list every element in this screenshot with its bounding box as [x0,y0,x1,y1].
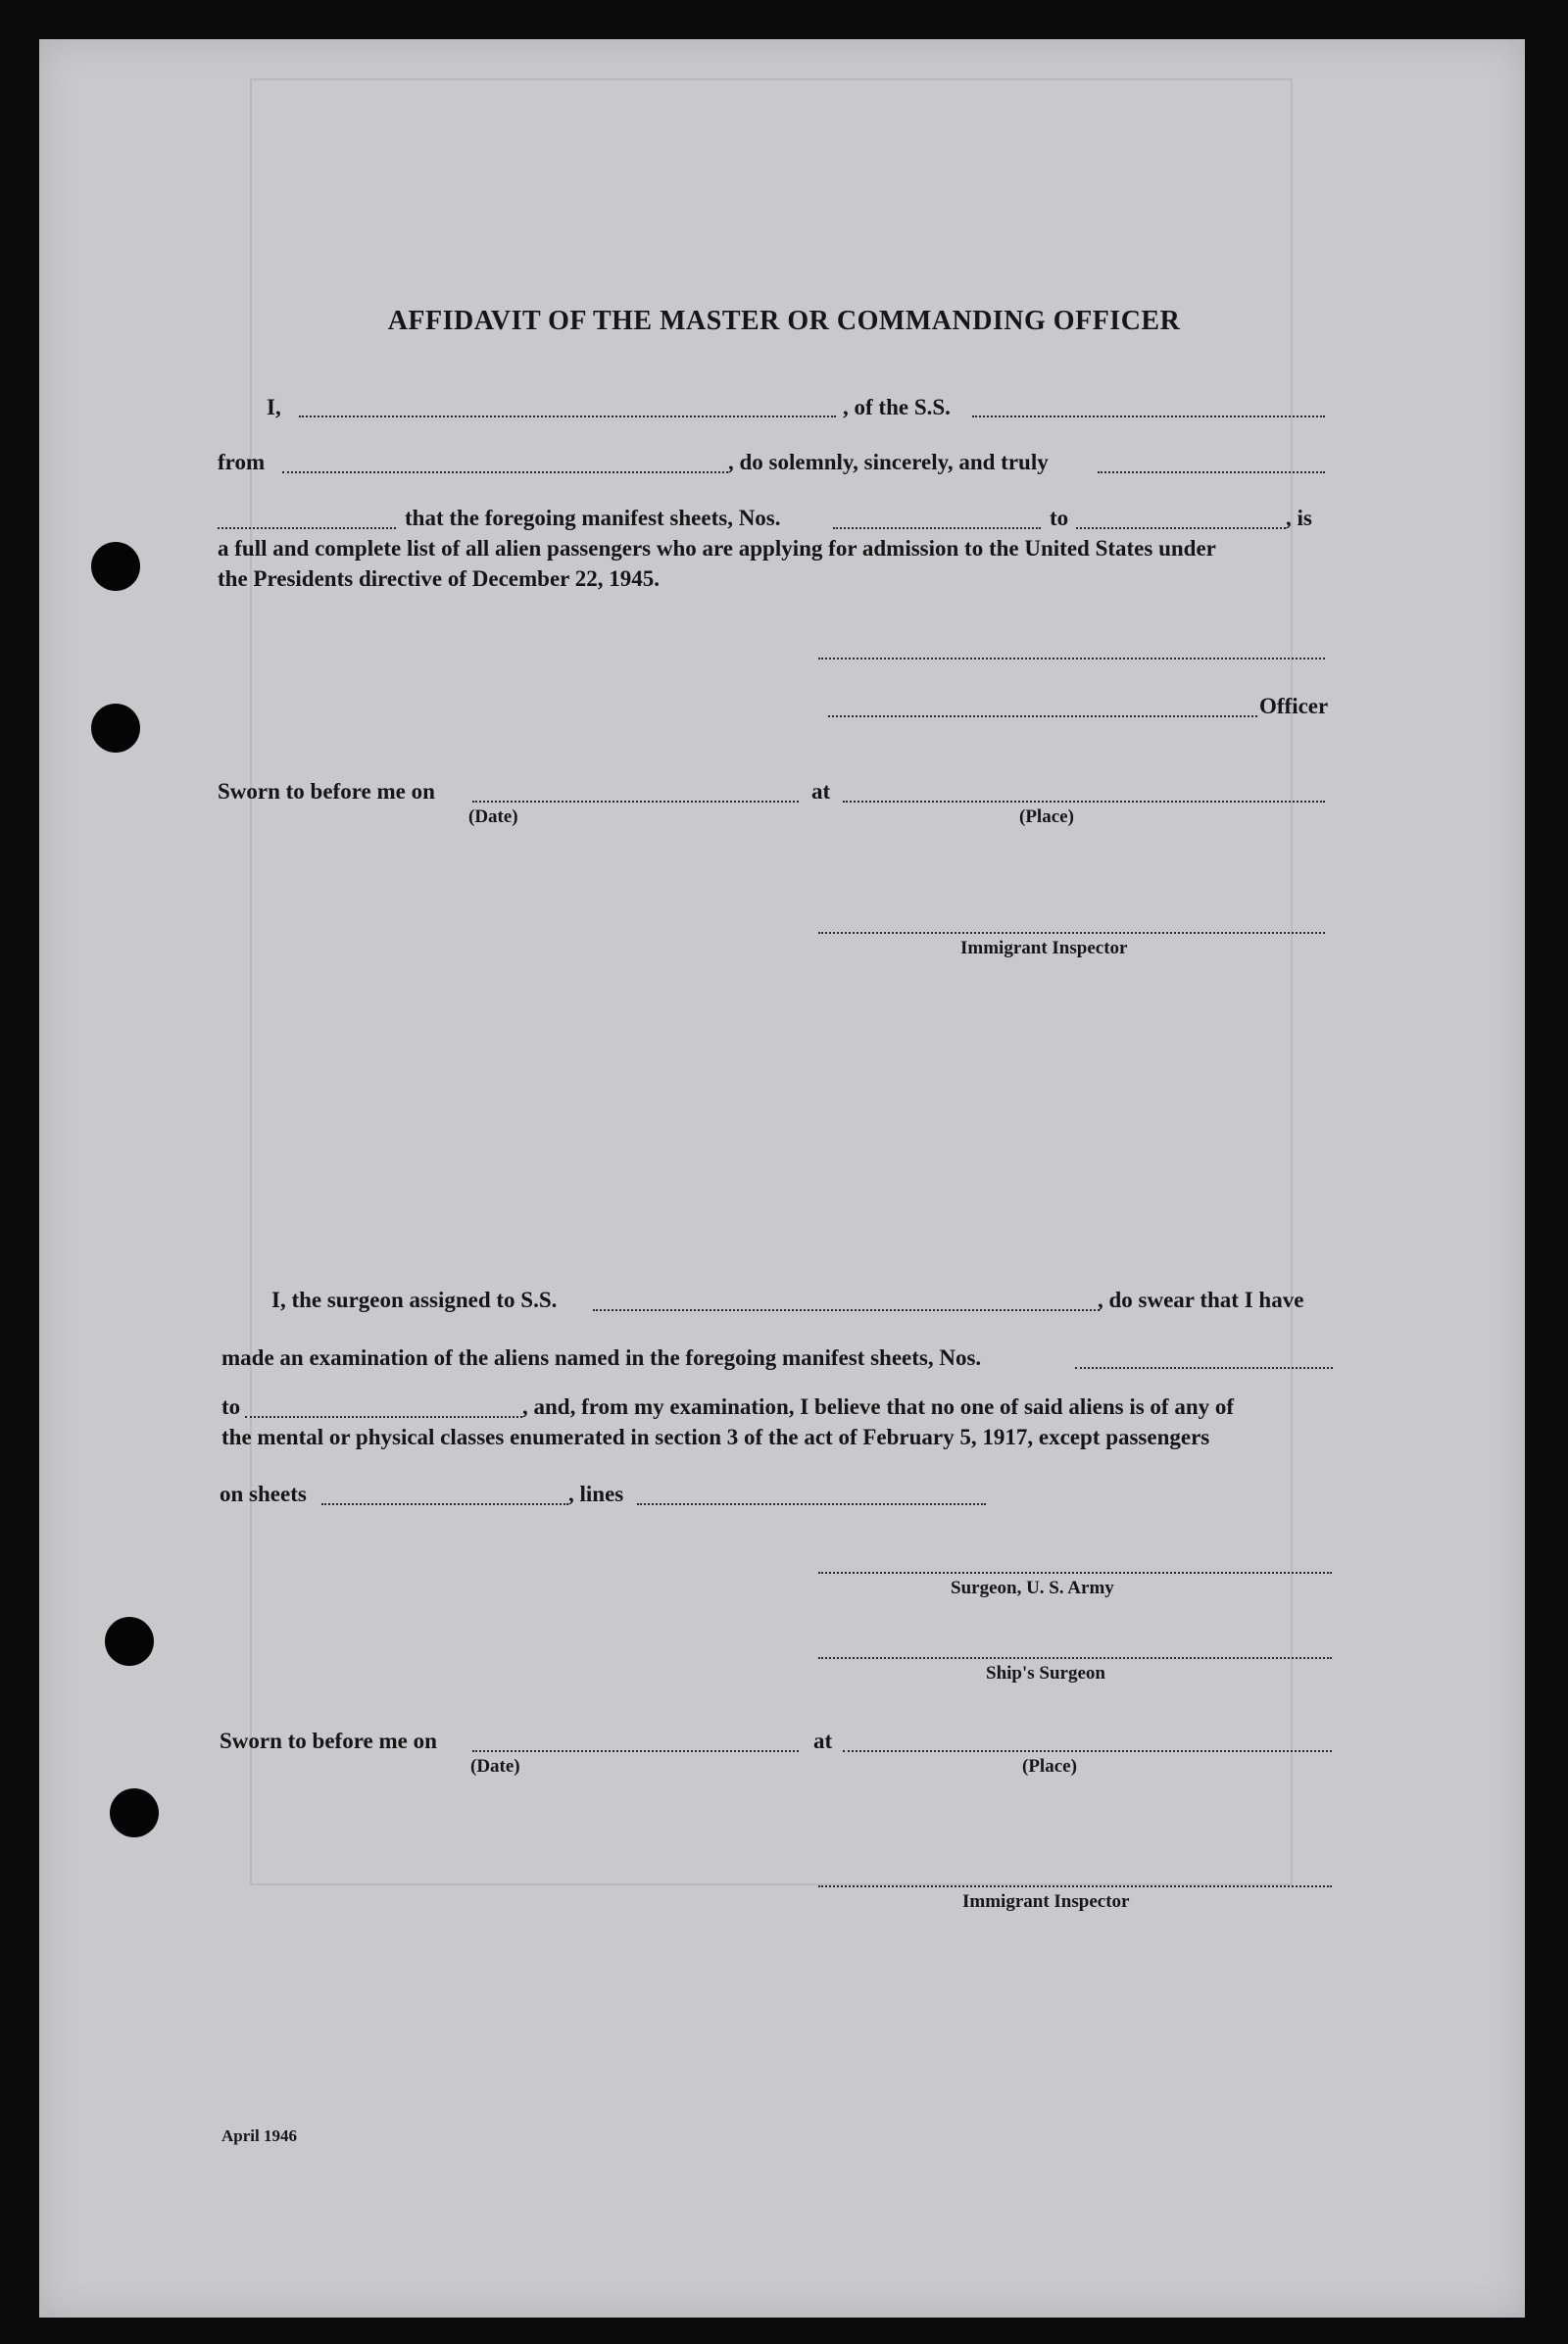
label-is: , is [1286,506,1312,530]
label-i: I, [267,395,281,419]
sworn-date-field[interactable] [472,801,799,803]
surgeon-sworn-date-field[interactable] [472,1750,799,1752]
label-surgeon-army: Surgeon, U. S. Army [951,1578,1114,1598]
signature-line[interactable] [818,658,1325,659]
label-surgeon-to: to [221,1394,241,1419]
label-surgeon-at: at [813,1729,833,1753]
surgeon-to-field[interactable] [245,1416,522,1418]
port-from-field[interactable] [282,471,728,473]
label-surgeon-sworn: Sworn to before me on [220,1729,437,1753]
surgeon-sheets-field[interactable] [1075,1367,1333,1369]
punch-hole [91,704,140,753]
ship-surgeon-signature-line[interactable] [818,1657,1332,1659]
surgeon-inspector-signature-line[interactable] [818,1885,1332,1887]
lines-field[interactable] [637,1503,986,1505]
label-lines: , lines [568,1482,624,1506]
solemnly-field[interactable] [1098,471,1325,473]
label-manifest-sheets: that the foregoing manifest sheets, Nos. [405,506,781,530]
swear-field[interactable] [218,527,396,529]
label-inspector: Immigrant Inspector [960,938,1128,958]
label-surgeon-place: (Place) [1022,1756,1077,1777]
form-date: April 1946 [221,2126,297,2145]
officer-signature-field[interactable] [828,715,1257,717]
on-sheets-field[interactable] [321,1503,568,1505]
army-surgeon-signature-line[interactable] [818,1572,1332,1574]
label-from: from [218,450,266,474]
label-place: (Place) [1019,806,1074,827]
punch-hole [105,1617,154,1666]
master-text-line: a full and complete list of all alien passengers who are applying for admission to the United States under [218,536,1216,561]
surgeon-text-line: the mental or physical classes enumerated in section 3 of the act of February 5, 1917, except passengers [221,1425,1210,1449]
label-do-swear: , do swear that I have [1098,1288,1304,1312]
punch-hole [91,542,140,591]
label-sworn: Sworn to before me on [218,779,435,804]
surgeon-ship-field[interactable] [593,1309,1100,1311]
label-ship-surgeon: Ship's Surgeon [986,1663,1105,1684]
affidavit-title: AFFIDAVIT OF THE MASTER OR COMMANDING OFFICER [387,306,1181,336]
label-on-sheets: on sheets [220,1482,307,1506]
sheets-to-field[interactable] [1076,527,1286,529]
label-to: to [1050,506,1069,530]
surgeon-text-line: made an examination of the aliens named in the foregoing manifest sheets, Nos. [221,1345,982,1370]
master-name-field[interactable] [299,415,836,417]
sheets-from-field[interactable] [833,527,1041,529]
label-surgeon-assigned: I, the surgeon assigned to S.S. [271,1288,558,1312]
label-date: (Date) [468,806,518,827]
master-text-line: the Presidents directive of December 22, 1945. [218,566,660,591]
bleed-through-table [250,78,1293,1885]
label-of-ss: , of the S.S. [843,395,951,419]
label-surgeon-inspector: Immigrant Inspector [962,1891,1130,1912]
inspector-signature-line[interactable] [818,932,1325,934]
surgeon-text-line: , and, from my examination, I believe that no one of said aliens is of any of [522,1394,1235,1419]
label-at: at [811,779,831,804]
ship-name-field[interactable] [972,415,1325,417]
label-officer: Officer [1259,694,1329,718]
label-solemnly: , do solemnly, sincerely, and truly [728,450,1049,474]
sworn-place-field[interactable] [843,801,1325,803]
punch-hole [110,1788,159,1837]
label-surgeon-date: (Date) [470,1756,520,1777]
surgeon-sworn-place-field[interactable] [843,1750,1332,1752]
